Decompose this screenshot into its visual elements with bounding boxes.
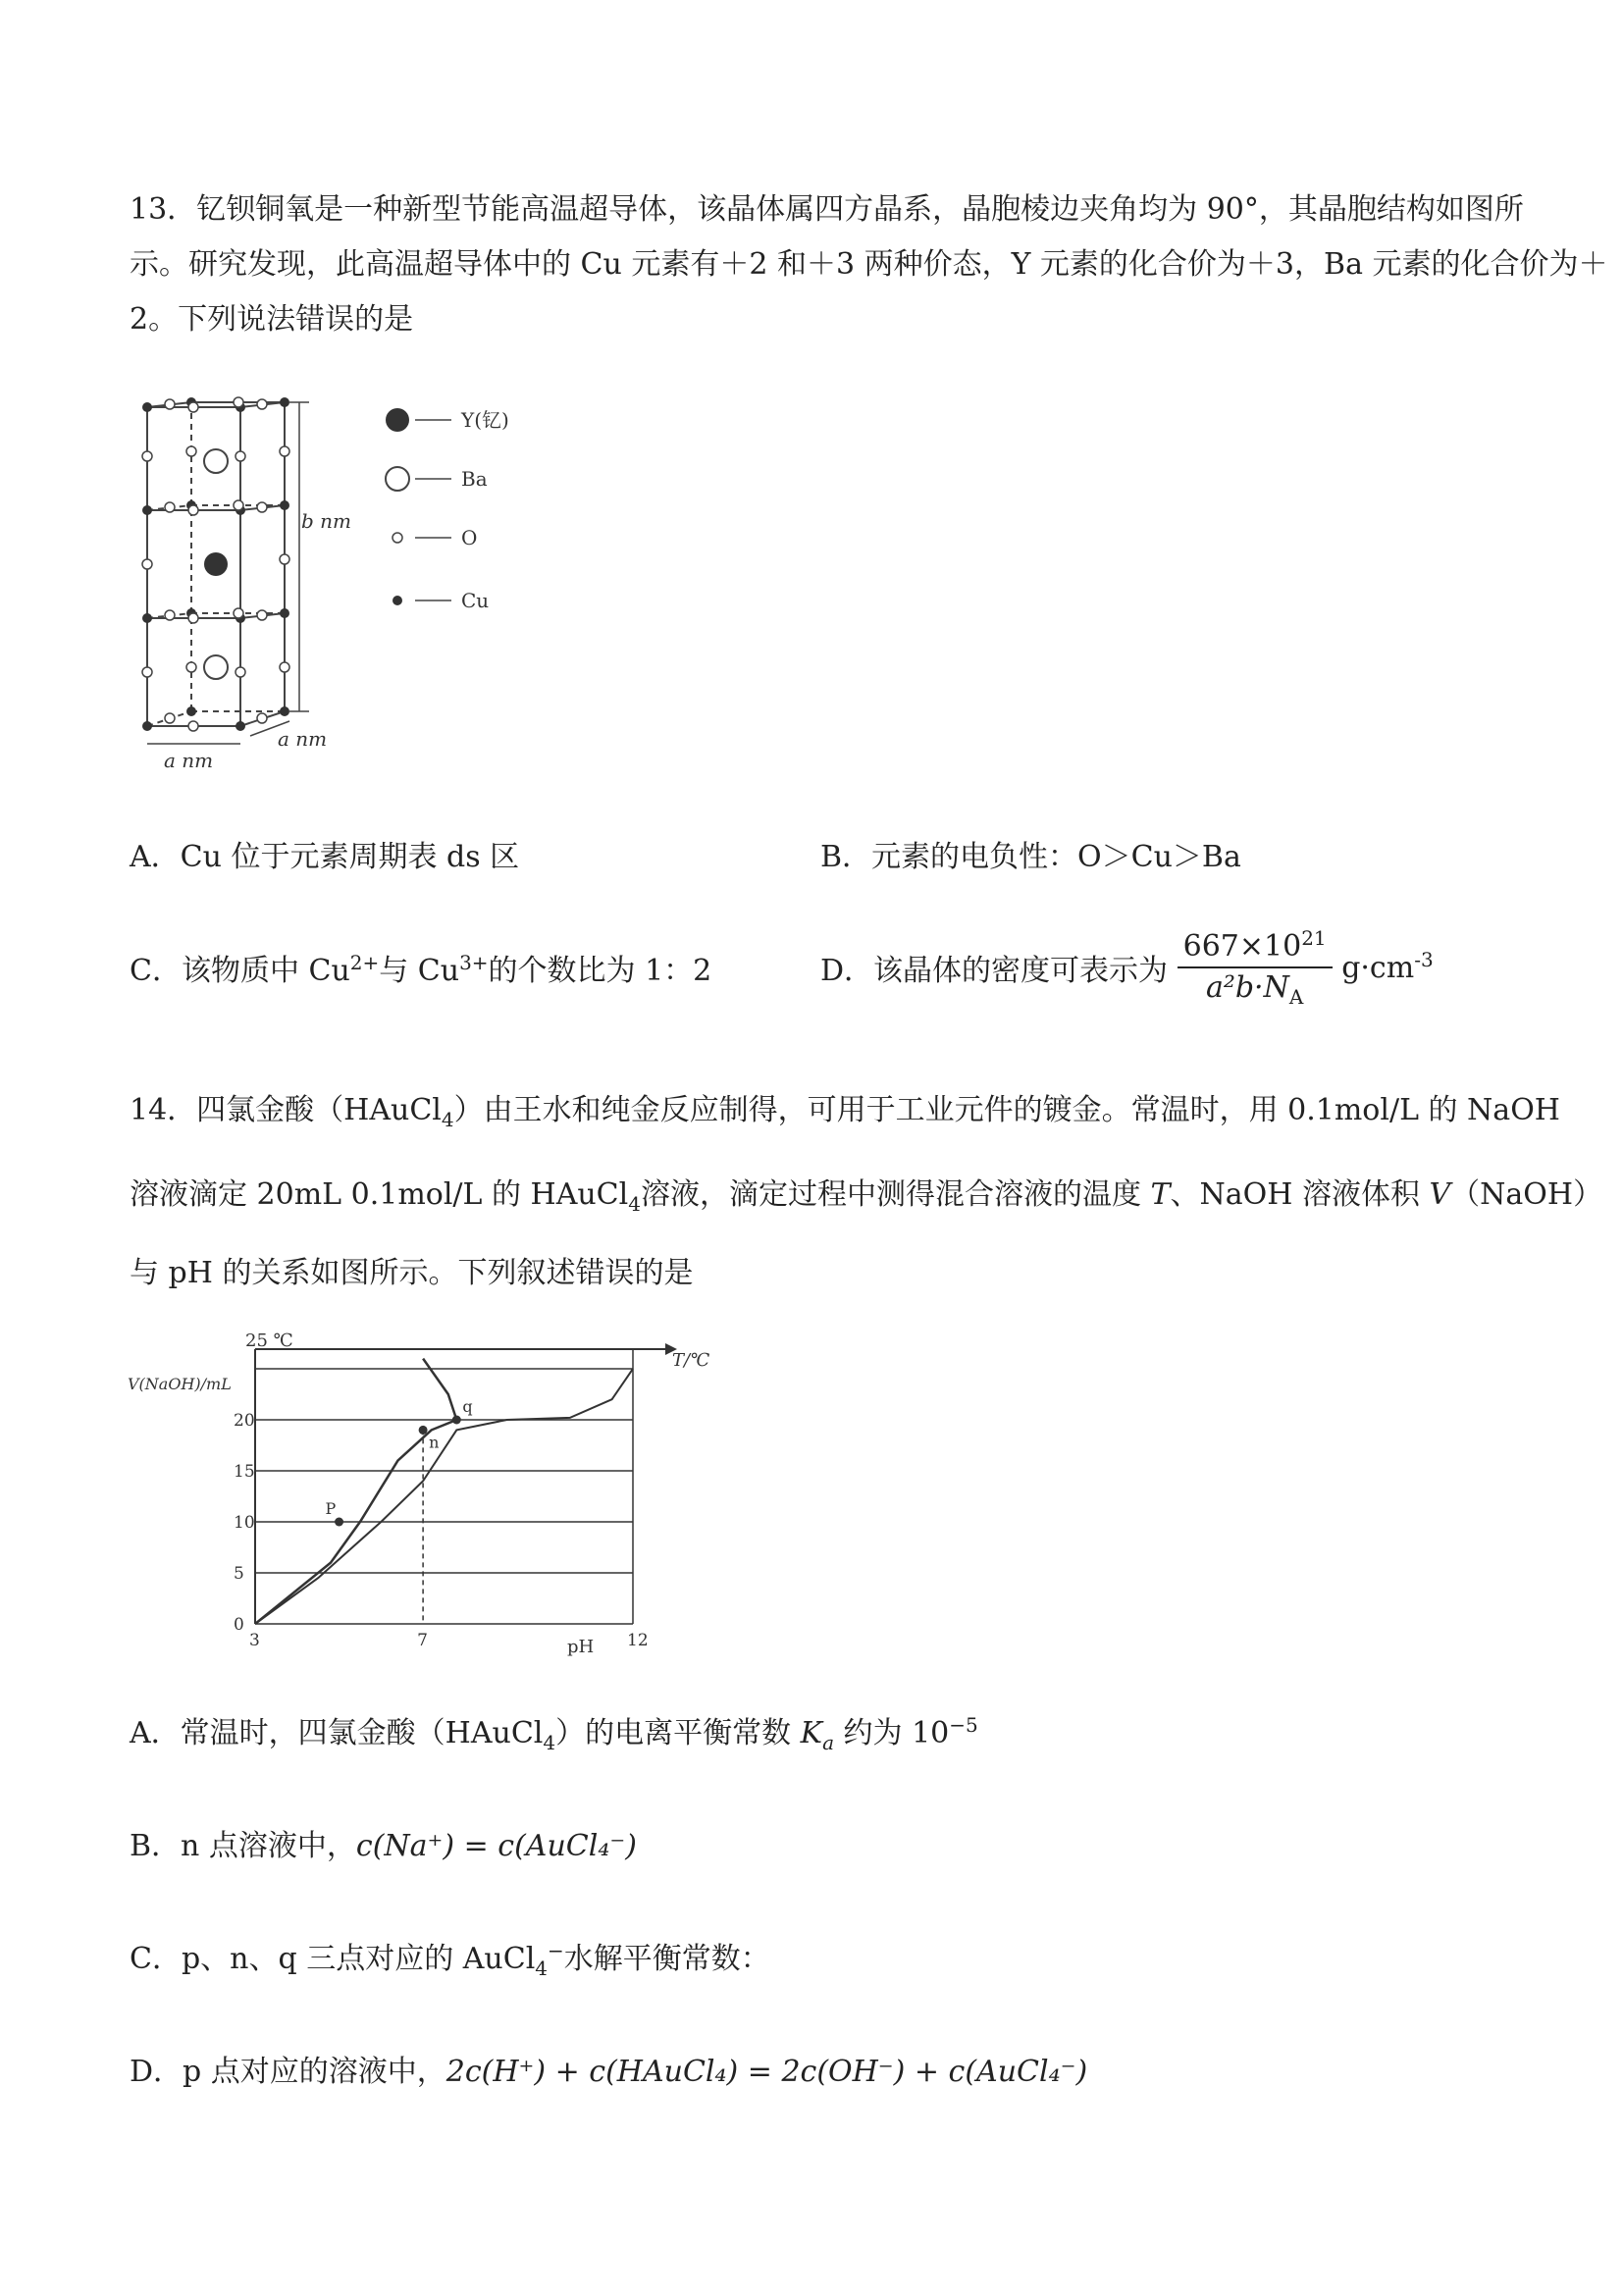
width-label: a nm (164, 749, 214, 772)
temp-axis-label: T/℃ (672, 1350, 710, 1371)
q13-option-c: C．该物质中 $Cu^{2+}$与 $Cu^{3+}$的个数比为 1：2 (130, 951, 712, 988)
q14-option-a: A．常温时，四氯金酸（HAuCl$_4$）的电离平衡常数 $K_a$ 约为 $10^{-5}$ (130, 1713, 978, 1754)
y-tick-label: 5 (234, 1564, 244, 1584)
y-tick-label: 15 (234, 1462, 255, 1482)
x-axis-label: pH (567, 1637, 595, 1657)
legend-o-label: O (461, 526, 478, 549)
q14-option-b: B．n 点溶液中，c(Na⁺) = c(AuCl₄⁻) (130, 1829, 637, 1863)
y-tick-label: 10 (234, 1513, 255, 1533)
point-label-P: P (325, 1499, 337, 1518)
y-axis-label: V(NaOH)/mL (128, 1375, 232, 1393)
q13-option-d: D．该晶体的密度可表示为 $\frac{667\times 10^{21}}{a^2b\cdot N_A}$ $g\cdot cm^{-3}$ (820, 926, 1434, 1009)
legend-y-label: Y(钇) (461, 408, 509, 432)
height-label: b nm (301, 509, 352, 533)
y-tick-label: 0 (234, 1615, 244, 1635)
q14-line-3: 与 pH 的关系如图所示。下列叙述错误的是 (130, 1256, 694, 1290)
temperature-curve (255, 1359, 456, 1624)
q14-line-2: 溶液滴定 20mL 0.1mol/L 的 HAuCl$_4$溶液，滴定过程中测得混合溶液的温度 T、NaOH 溶液体积 V（NaOH） (130, 1177, 1603, 1216)
point-P (335, 1518, 343, 1527)
point-label-n: n (429, 1433, 440, 1452)
q14-line-1: 14．四氯金酸（HAuCl$_4$）由王水和纯金反应制得，可用于工业元件的镀金。常温时，用 0.1mol/L 的 NaOH (130, 1093, 1560, 1131)
y-tick-label: 20 (234, 1411, 255, 1431)
unit-cell-figure (132, 383, 554, 775)
point-label-q: q (462, 1397, 473, 1416)
q13-line-3: 2。下列说法错误的是 (130, 302, 414, 337)
x-tick-label: 7 (417, 1631, 428, 1650)
legend-ba-label: Ba (461, 467, 488, 491)
density-fraction: $\frac{667\times 10^{21}}{a^2b\cdot N_A}$ (1178, 927, 1333, 1008)
legend (386, 408, 509, 612)
q13-line-2: 示。研究发现，此高温超导体中的 Cu 元素有＋2 和＋3 两种价态，Y 元素的化合价为＋3，Ba 元素的化合价为＋ (130, 247, 1608, 282)
q14-option-d: D．p 点对应的溶液中，2c(H⁺) + c(HAuCl₄) = 2c(OH⁻) + c(AuCl₄⁻) (130, 2055, 1088, 2089)
legend-cu-label: Cu (461, 589, 490, 612)
point-n (419, 1426, 428, 1435)
x-tick-label: 3 (249, 1631, 260, 1650)
titration-curve (255, 1369, 633, 1624)
q13-option-a: A．Cu 位于元素周期表 ds 区 (130, 840, 520, 874)
depth-label: a nm (278, 727, 328, 751)
x-tick-label: 12 (627, 1631, 649, 1650)
titration-chart (128, 1325, 716, 1658)
q13-line-1: 13．钇钡铜氧是一种新型节能高温超导体，该晶体属四方晶系，晶胞棱边夹角均为 90°，其晶胞结构如图所 (130, 192, 1524, 227)
q13-option-b: B．元素的电负性：O＞Cu＞Ba (820, 840, 1241, 874)
point-q (452, 1416, 461, 1425)
top-temp-label: 25 ℃ (245, 1331, 293, 1351)
q14-option-c: C．p、n、q 三点对应的 AuCl$_4$−水解平衡常数： (130, 1939, 770, 1980)
